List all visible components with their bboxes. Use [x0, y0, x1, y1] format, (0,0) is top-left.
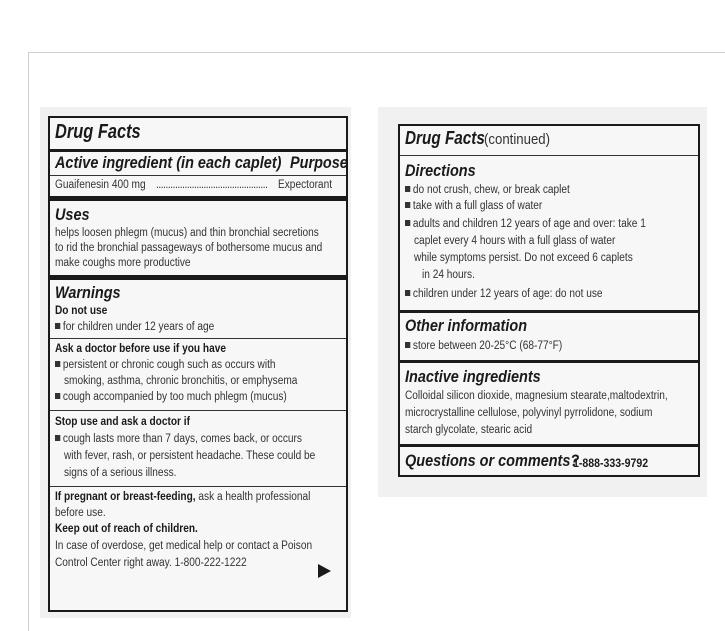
other-info-header: Other information — [405, 316, 528, 335]
drug-facts-continued-panel — [398, 124, 700, 477]
keep-out-heading: Keep out of reach of children. — [55, 523, 198, 535]
directions-line: take with a full glass of water — [405, 199, 542, 213]
stop-use-item: with fever, rash, or persistent headache. These could be — [64, 450, 316, 462]
rule — [50, 196, 346, 201]
continued-title-suffix: (continued) — [484, 131, 551, 148]
inactive-line: Colloidal silicon dioxide, magnesium stearate,maltodextrin, — [405, 390, 668, 402]
rule — [50, 175, 346, 176]
rule — [400, 444, 698, 447]
ingredient-name: Guaifenesin 400 mg — [55, 179, 146, 191]
overdose-line: In case of overdose, get medical help or contact a Poison — [55, 540, 313, 552]
do-not-use-item: for children under 12 years of age — [55, 320, 214, 334]
questions-label: Questions or comments? — [405, 451, 580, 470]
uses-header: Uses — [55, 205, 90, 224]
drug-facts-title: Drug Facts — [55, 121, 141, 143]
ask-doctor-item: persistent or chronic cough such as occurs with — [55, 358, 276, 372]
directions-line: adults and children 12 years of age and over: take 1 — [405, 217, 646, 231]
directions-line: children under 12 years of age: do not use — [405, 287, 603, 301]
uses-line: to rid the bronchial passageways of bothersome mucus and — [55, 242, 323, 254]
directions-line: in 24 hours. — [422, 269, 475, 281]
inactive-ingredients-header: Inactive ingredients — [405, 367, 541, 386]
ask-doctor-heading: Ask a doctor before use if you have — [55, 343, 226, 355]
rule — [400, 360, 698, 363]
do-not-use-heading: Do not use — [55, 305, 108, 317]
frame-left-border — [28, 52, 29, 631]
rule — [50, 410, 346, 411]
rule — [50, 486, 346, 487]
pregnant-rest: ask a health professional — [195, 491, 311, 503]
pregnant-warning — [55, 490, 310, 504]
inactive-line: microcrystalline cellulose, polyvinyl pyrrolidone, sodium — [405, 407, 653, 419]
directions-header: Directions — [405, 161, 476, 180]
rule — [50, 275, 346, 280]
ingredient-purpose: Expectorant — [278, 179, 333, 191]
warnings-header: Warnings — [55, 283, 121, 302]
overdose-line: Control Center right away. 1-800-222-1222 — [55, 557, 247, 569]
pregnant-line2: before use. — [55, 507, 106, 519]
rule — [400, 155, 698, 156]
questions-phone: 1-888-333-9792 — [573, 456, 649, 470]
rule — [50, 338, 346, 339]
active-ingredient-header: Active ingredient (in each caplet) — [55, 153, 282, 172]
pregnant-bold: If pregnant or breast-feeding, — [55, 491, 196, 503]
stop-use-heading: Stop use and ask a doctor if — [55, 416, 190, 428]
directions-line: while symptoms persist. Do not exceed 6 caplets — [414, 252, 633, 264]
continued-arrow-icon — [318, 564, 331, 578]
rule — [50, 149, 346, 152]
ask-doctor-item: smoking, asthma, chronic bronchitis, or emphysema — [64, 375, 298, 387]
inactive-line: starch glycolate, stearic acid — [405, 424, 533, 436]
drug-facts-panel — [48, 116, 348, 612]
stop-use-item: cough lasts more than 7 days, comes back, or occurs — [55, 432, 302, 446]
uses-line: helps loosen phlegm (mucus) and thin bronchial secretions — [55, 227, 319, 239]
continued-title-main: Drug Facts — [405, 128, 485, 148]
rule — [400, 310, 698, 313]
frame-top-border — [28, 52, 725, 53]
directions-line: do not crush, chew, or break caplet — [405, 183, 570, 197]
purpose-header: Purpose — [290, 153, 348, 172]
stop-use-item: signs of a serious illness. — [64, 467, 177, 479]
ingredient-dots: ............................................... — [156, 179, 268, 191]
ask-doctor-item: cough accompanied by too much phlegm (mucus) — [55, 390, 287, 404]
other-info-item: store between 20-25°C (68-77°F) — [405, 339, 562, 353]
directions-line: caplet every 4 hours with a full glass of water — [414, 235, 616, 247]
uses-line: make coughs more productive — [55, 257, 191, 269]
